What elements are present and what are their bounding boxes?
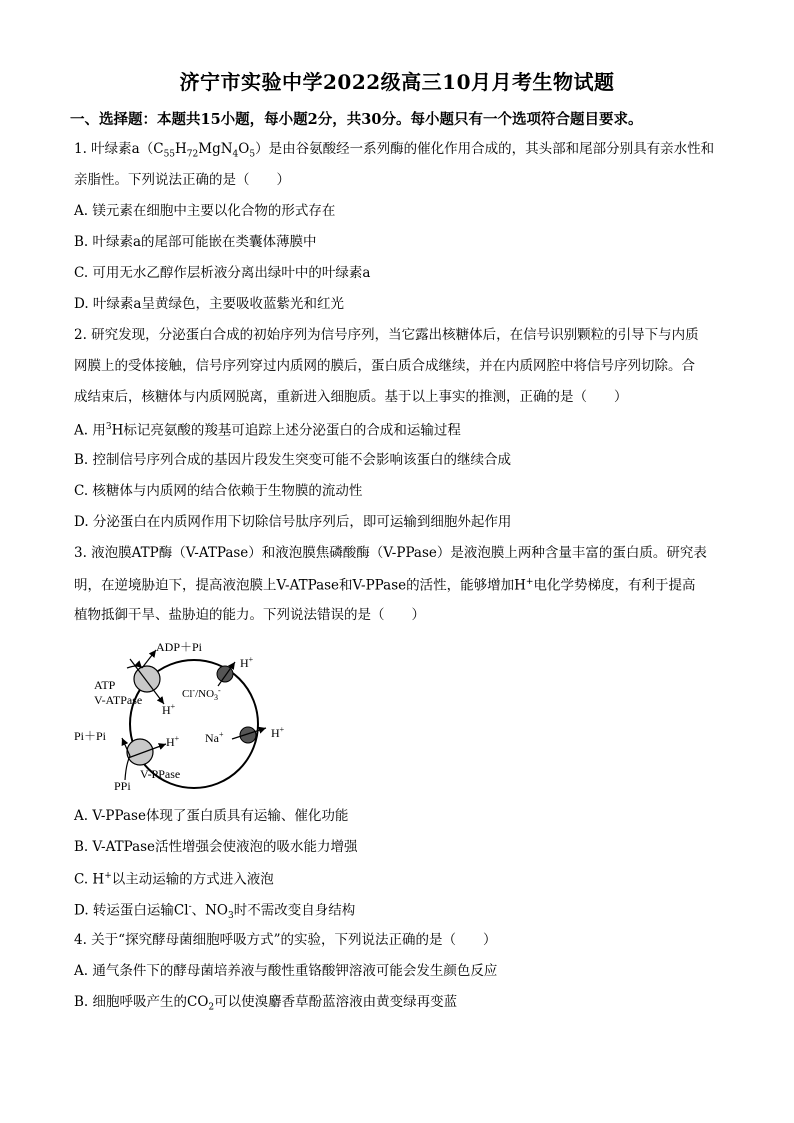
- label-v-ppase: V-PPase: [140, 767, 181, 781]
- label-cl-no3: $Cl^-/NO_3^-$: [182, 686, 221, 702]
- label-na: Na+: [205, 730, 224, 745]
- label-atp: ATP: [94, 678, 116, 692]
- q2-stem-line-1: 2. 研究发现，分泌蛋白合成的初始序列为信号序列，当它露出核糖体后，在信号识别颗粒的引导下与内质: [74, 327, 699, 343]
- label-h-2: H+: [240, 655, 254, 670]
- q1-option-c: C. 可用无水乙醇作层析液分离出绿叶中的叶绿素a: [74, 265, 371, 281]
- q2-stem-line-2: 网膜上的受体接触，信号序列穿过内质网的膜后，蛋白质合成继续，并在内质网腔中将信号序列切除。合: [74, 358, 695, 374]
- q3-stem-line-1: 3. 液泡膜ATP酶（V-ATPase）和液泡膜焦磷酸酶（V-PPase）是液泡膜上两种含量丰富的蛋白质。研究表: [74, 545, 707, 561]
- label-h-3: H+: [166, 734, 180, 749]
- q3-stem-line-2: 明，在逆境胁迫下，提高液泡膜上V-ATPase和V-PPase的活性，能够增加H+电化学势梯度，有利于提高: [74, 577, 696, 594]
- label-adp-pi: ADP＋Pi: [156, 640, 203, 654]
- q1-stem-line-1: 1. 叶绿素$a(C_{55}H_{72}MgN_4O_5)$是由谷氨酸经一系列酶的催化作用合成的，其头部和尾部分别具有亲水性和: [74, 141, 715, 160]
- label-ppi: PPi: [114, 779, 131, 793]
- q3-option-b: B. V-ATPase活性增强会使液泡的吸水能力增强: [74, 839, 358, 855]
- q1-option-b: B. 叶绿素a的尾部可能嵌在类囊体薄膜中: [74, 234, 317, 250]
- page-title: 济宁市实验中学2022级高三10月月考生物试题: [179, 70, 615, 94]
- section-heading: 一、选择题：本题共15小题，每小题2分，共30分。每小题只有一个选项符合题目要求。: [70, 111, 643, 128]
- label-h-1: H+: [162, 702, 176, 717]
- q1-stem-line-2: 亲脂性。下列说法正确的是（ ）: [74, 172, 290, 188]
- q4-option-a: A. 通气条件下的酵母菌培养液与酸性重铬酸钾溶液可能会发生颜色反应: [74, 963, 498, 979]
- label-h-4: H+: [271, 725, 285, 740]
- q2-option-c: C. 核糖体与内质网的结合依赖于生物膜的流动性: [74, 483, 363, 499]
- na-transporter: [240, 727, 256, 743]
- q3-option-c: C. H+以主动运输的方式进入液泡: [74, 871, 274, 888]
- q4-stem: 4. 关于“探究酵母菌细胞呼吸方式”的实验，下列说法正确的是（ ）: [74, 932, 497, 948]
- q2-option-d: D. 分泌蛋白在内质网作用下切除信号肽序列后，即可运输到细胞外起作用: [74, 514, 512, 530]
- q1-option-a: A. 镁元素在细胞中主要以化合物的形式存在: [74, 203, 336, 219]
- q1-option-d: D. 叶绿素a呈黄绿色，主要吸收蓝紫光和红光: [74, 296, 344, 312]
- q2-option-a: A. 用$^3$H标记亮氨酸的羧基可追踪上述分泌蛋白的合成和运输过程: [74, 422, 461, 439]
- q3-option-d: D. 转运蛋白运输Cl-、$NO_3$时不需改变自身结构: [74, 902, 356, 922]
- q3-option-a: A. V-PPase体现了蛋白质具有运输、催化功能: [74, 808, 349, 824]
- vacuole-diagram: [70, 634, 300, 794]
- q3-stem-line-3: 植物抵御干旱、盐胁迫的能力。下列说法错误的是（ ）: [74, 607, 425, 623]
- v-ppase-protein: [127, 739, 153, 765]
- label-v-atpase: V-ATPase: [94, 693, 143, 707]
- q2-option-b: B. 控制信号序列合成的基因片段发生突变可能不会影响该蛋白的继续合成: [74, 452, 512, 468]
- q4-option-b: B. 细胞呼吸产生的$CO_2$可以使溴麝香草酚蓝溶液由黄变绿再变蓝: [74, 994, 458, 1013]
- q2-stem-line-3: 成结束后，核糖体与内质网脱离，重新进入细胞质。基于以上事实的推测，正确的是（ ）: [74, 389, 628, 405]
- label-pi-pi: Pi＋Pi: [74, 729, 107, 743]
